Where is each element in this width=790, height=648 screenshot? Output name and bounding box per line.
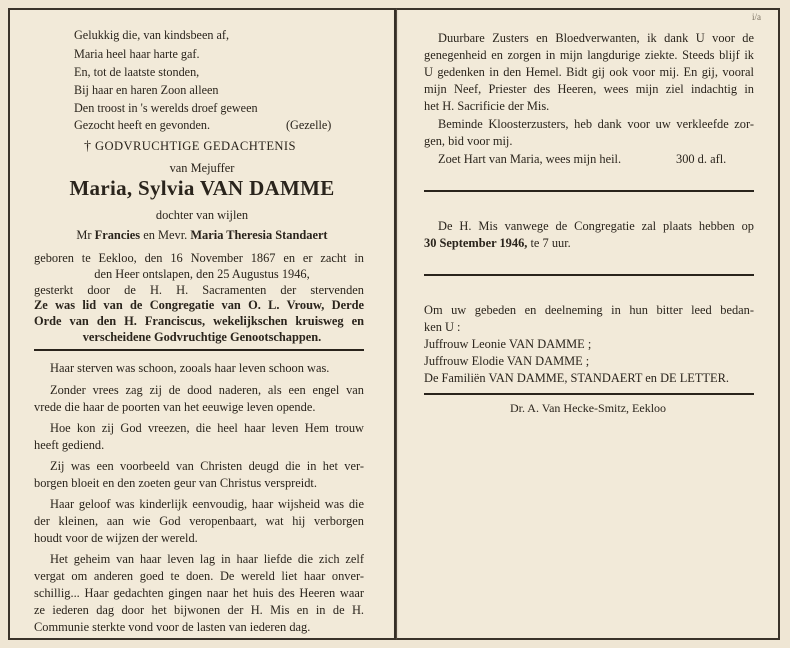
paragraph-line: Communie sterkte vond voor de lasten van iederen dag. xyxy=(34,620,311,634)
paragraph-line: Het geheim van haar leven lag in haar liefde die zich zelf xyxy=(50,552,364,566)
membership-line: Orde van den H. Franciscus, wekelijkschen kruisweg en xyxy=(34,314,364,328)
van-mejuffer: van Mejuffer xyxy=(169,161,235,175)
divider xyxy=(424,393,754,395)
mass-line: De H. Mis vanwege de Congregatie zal plaats hebben op xyxy=(438,219,754,233)
mass-time: te 7 uur. xyxy=(530,236,571,250)
parents-en-mevr: en Mevr. xyxy=(143,228,188,242)
father-name: Francies xyxy=(94,228,141,242)
family-line: Juffrouw Elodie VAN DAMME ; xyxy=(424,354,590,368)
deceased-name: Maria, Sylvia VAN DAMME xyxy=(69,176,335,200)
printer: Dr. A. Van Hecke-Smitz, Eekloo xyxy=(509,401,667,415)
paragraph-line: Zij was een voorbeeld van Christen deugd die in het ver- xyxy=(50,459,364,473)
poem-line: Bij haar en haren Zoon alleen xyxy=(74,83,219,97)
born-line: gesterkt door de H. H. Sacramenten der stervenden xyxy=(34,283,364,297)
parents xyxy=(8,227,396,243)
thanks-line: genegenheid en zorgen in mijn langdurige ziekte. Steeds blijf ik xyxy=(424,48,754,62)
poem-line: En, tot de laatste stonden, xyxy=(74,65,200,79)
mass-date: 30 September 1946, xyxy=(424,236,528,250)
sisters-line: Beminde Kloosterzusters, heb dank voor uw verkleefde zor- xyxy=(438,117,754,131)
paragraph-line: Haar sterven was schoon, zooals haar leven schoon was. xyxy=(50,361,330,375)
paragraph-line: houdt voor de wijzen der wereld. xyxy=(34,531,198,545)
paragraph-line: ze iederen dag door het bijwonen der H. Mis en in de H. xyxy=(34,603,364,617)
request-line: ken U : xyxy=(424,320,461,334)
membership-line: verscheidene Godvruchtige Genootschappen. xyxy=(82,330,322,344)
parents-mr: Mr xyxy=(76,228,92,242)
paragraph-line: schillig... Haar gedachten gingen naar het huis des Heeren waar xyxy=(34,586,364,600)
thanks-line: mijn Neef, Priester des Heeren, wees mijn ziel indachtig in xyxy=(424,82,754,96)
families-line xyxy=(424,370,729,386)
poem-line: Gelukkig die, van kindsbeen af, xyxy=(74,28,230,42)
paragraph-line: borgen bloeit en den zoeten geur van Christus verspreidt. xyxy=(34,476,317,490)
dochter-van-wijlen: dochter van wijlen xyxy=(155,208,249,222)
paragraph-line: vrede die haar de poorten van het eeuwige leven opende. xyxy=(34,400,316,414)
poem-line: Maria heel haar harte gaf. xyxy=(74,47,200,61)
poem-author: (Gezelle) xyxy=(286,118,332,132)
born-line: geboren te Eekloo, den 16 November 1867 en er zacht in xyxy=(34,251,364,265)
thanks-line: het H. Sacrificie der Mis. xyxy=(424,99,550,113)
heading xyxy=(84,138,296,155)
thanks-line: U gedenken in den Hemel. Bidt gij ook voor mij. En gij, vooral xyxy=(424,65,754,79)
mother-name: Maria Theresia Standaert xyxy=(190,228,328,242)
families-last: DE LETTER. xyxy=(660,371,729,385)
request-line: Om uw gebeden en deelneming in hun bitter leed bedan- xyxy=(424,303,754,317)
family-line: Juffrouw Leonie VAN DAMME ; xyxy=(424,337,592,351)
divider xyxy=(424,190,754,192)
corner-mark: i/a xyxy=(752,12,761,22)
paragraph-line: der kleinen, aan wie God veropenbaart, wat hij verborgen xyxy=(34,514,364,528)
membership-line: Ze was lid van de Congregatie van O. L. Vrouw, Derde xyxy=(34,298,364,312)
thanks-line: Duurbare Zusters en Bloedverwanten, ik dank U voor de xyxy=(438,31,754,45)
born-line: den Heer ontslapen, den 25 Augustus 1946, xyxy=(94,267,310,281)
paragraph-line: Zonder vrees zag zij de dood naderen, als een engel van xyxy=(50,383,364,397)
paragraph-line: Hoe kon zij God vreezen, die heel haar leven Hem trouw xyxy=(50,421,364,435)
mass-date-line xyxy=(424,235,571,251)
prayer: Zoet Hart van Maria, wees mijn heil. xyxy=(438,152,622,166)
families-prefix: De Familiën VAN DAMME, STANDAERT en xyxy=(424,371,657,385)
heading-text: GODVRUCHTIGE GEDACHTENIS xyxy=(94,139,296,153)
paragraph-line: Haar geloof was kinderlijk eenvoudig, haar wijsheid was die xyxy=(50,497,364,511)
cross-icon: † xyxy=(84,139,92,154)
indulgence: 300 d. afl. xyxy=(676,152,727,166)
paragraph-line: vergat om anderen goed te doen. De wereld liet haar onver- xyxy=(34,569,364,583)
divider xyxy=(424,274,754,276)
poem-line: Gezocht heeft en gevonden. xyxy=(74,118,211,132)
sisters-line: gen, bid voor mij. xyxy=(424,134,513,148)
paragraph-line: heeft gediend. xyxy=(34,438,105,452)
poem-line: Den troost in 's werelds droef geween xyxy=(74,101,258,115)
card-fold xyxy=(393,10,399,638)
divider xyxy=(34,349,364,351)
